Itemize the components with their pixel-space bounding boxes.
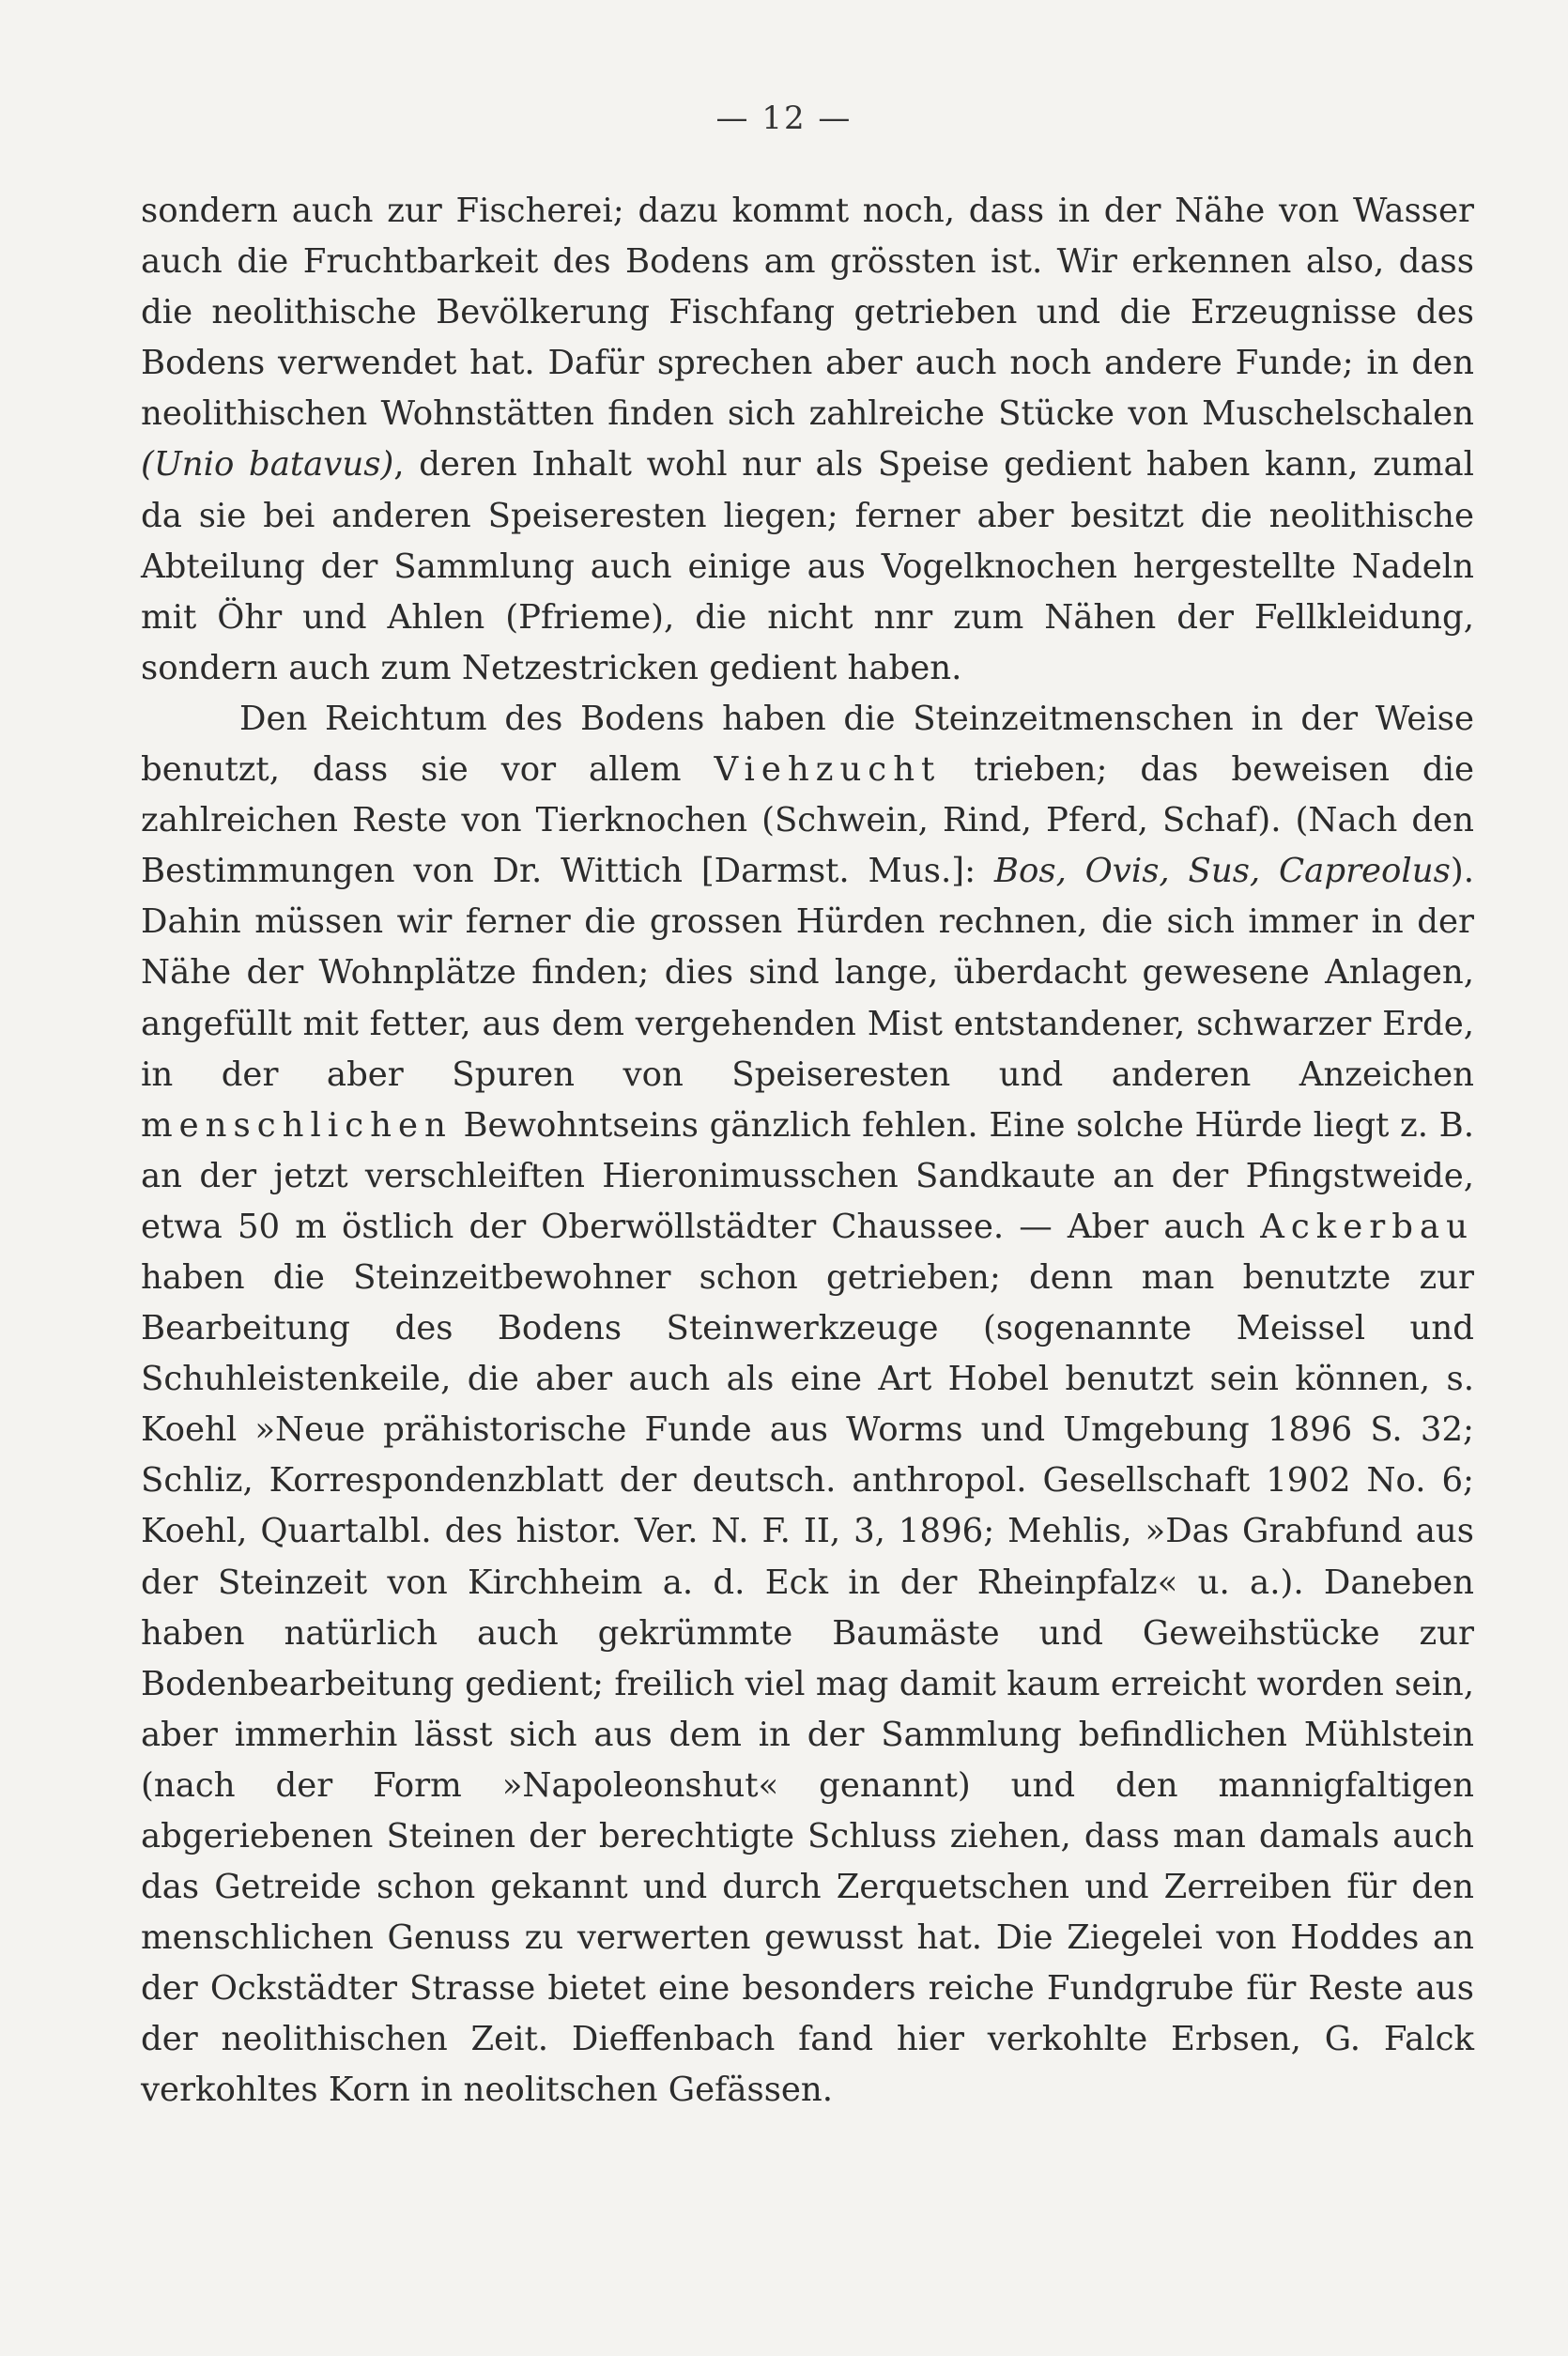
paragraph-2-text-c: ). Dahin müssen wir ferner die grossen Hürden rechnen, die sich immer in der Nähe der Wohnplätze finden; dies sind lange, überdacht gewesene Anlagen, angefüllt mit fetter, aus dem vergehenden Mist entstandener, schwarzer Erde, in der aber Spuren von Speiseresten und anderen Anzeichen [141,852,1475,1094]
paragraph-2-text-a: Den Reichtum des Bodens haben die Steinzeitmenschen in der Weise benutzt, dass sie vor allem [141,699,1474,790]
species-name-unio-batavus: (Unio batavus) [141,445,394,485]
paragraph-2-text-e: haben die Steinzeitbewohner schon getrieben; denn man benutzte zur Bearbeitung des Bodens Steinwerkzeuge (sogenannte Meissel und Schuhleistenkeile, die aber auch als eine Art Hobel benutzt sein können, s. Koehl »Neue prähistorische Funde aus Worms und Umgebung 1896 S. 32; Schliz, Korrespondenzblatt der deutsch. anthropol. Gesellschaft 1902 No. 6; Koehl, Quartalbl. des histor. Ver. N. F. II, 3, 1896; Mehlis, »Das Grabfund aus der Steinzeit von Kirchheim a. d. Eck in der Rheinpfalz« u. a.). Daneben haben natürlich auch gekrümmte Baumäste und Geweihstücke zur Bodenbearbeitung gedient; freilich viel mag damit kaum erreicht worden sein, aber immerhin lässt sich aus dem in der Sammlung befindlichen Mühlstein (nach der Form »Napoleonshut« genannt) und den mannigfaltigen abgeriebenen Steinen der berechtigte Schluss ziehen, dass man damals auch das Getreide schon gekannt und durch Zerquetschen und Zerreiben für den menschlichen Genuss zu verwerten gewusst hat. Die Ziegelei von Hoddes an der Ockstädter Strasse bietet eine besonders reiche Fundgrube für Reste aus der neolithischen Zeit. Dieffenbach fand hier verkohlte Erbsen, G. Falck verkohltes Korn in neolitschen Gefässen. [141,1257,1474,2110]
body-text [141,186,1474,2117]
emphasis-ackerbau: Ackerbau [1260,1207,1474,1246]
paragraph-2-text-d: Bewohntseins gänzlich fehlen. Eine solche Hürde liegt z. B. an der jetzt verschleiften Hieronimusschen Sandkaute an der Pfingstweide, etwa 50 m östlich der Oberwöllstädter Chaussee. — Aber auch [141,1105,1474,1246]
paragraph-2 [141,694,1474,2117]
page-number: — 12 — [715,100,853,137]
species-names-list: Bos, Ovis, Sus, Capreolus [993,852,1451,891]
emphasis-menschlichen: menschlichen [141,1105,453,1145]
paragraph-1 [141,186,1474,694]
paragraph-1-text-b: , deren Inhalt wohl nur als Speise gedient haben kann, zumal da sie bei anderen Speiseresten liegen; ferner aber besitzt die neolithische Abteilung der Sammlung auch einige aus Vogelknochen hergestellte Nadeln mit Öhr und Ahlen (Pfrieme), die nicht nnr zum Nähen der Fellkleidung, sondern auch zum Netzestricken gedient haben. [141,445,1475,687]
paragraph-2-text-b: trieben; das beweisen die zahlreichen Reste von Tierknochen (Schwein, Rind, Pferd, Schaf). (Nach den Bestimmungen von Dr. Wittich [Darmst. Mus.]: [141,750,1474,891]
paragraph-1-text-a: sondern auch zur Fischerei; dazu kommt noch, dass in der Nähe von Wasser auch die Fruchtbarkeit des Bodens am grössten ist. Wir erkennen also, dass die neolithische Bevölkerung Fischfang getrieben und die Erzeugnisse des Bodens verwendet hat. Dafür sprechen aber auch noch andere Funde; in den neolithischen Wohnstätten finden sich zahlreiche Stücke von Muschelschalen [141,192,1474,434]
emphasis-viehzucht: Viehzucht [714,750,942,790]
